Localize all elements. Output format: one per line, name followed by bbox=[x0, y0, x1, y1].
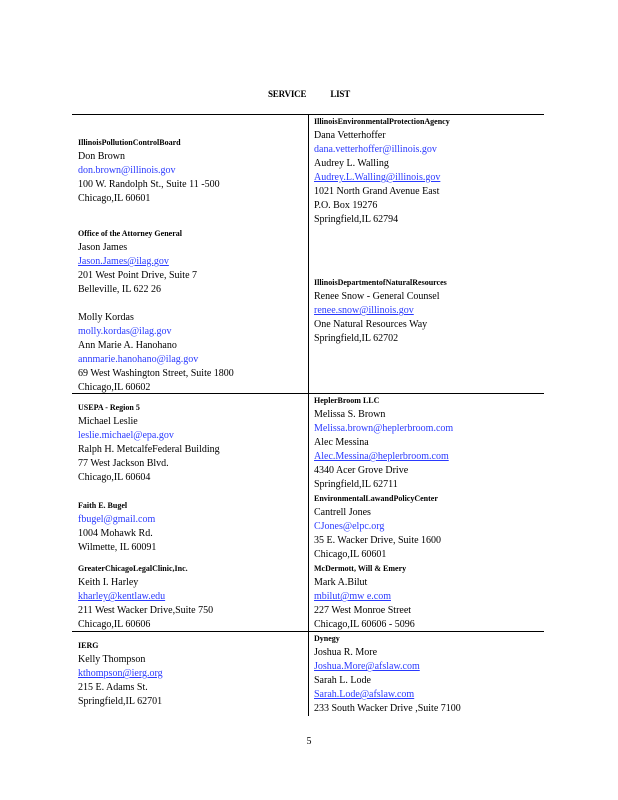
address-line: 227 West Monroe Street bbox=[314, 605, 412, 616]
email-link[interactable]: dana.vetterhoffer@illinois.gov bbox=[314, 144, 437, 155]
email-link[interactable]: fbugel@gmail.com bbox=[78, 514, 156, 525]
org-heading: Dynegy bbox=[314, 634, 340, 643]
contact-block bbox=[314, 276, 542, 346]
address-line: Ralph H. MetcalfeFederal Building bbox=[78, 444, 220, 455]
contact-name: Alec Messina bbox=[314, 437, 369, 448]
address-line: 215 E. Adams St. bbox=[78, 682, 148, 693]
org-heading: McDermott, Will & Emery bbox=[314, 564, 407, 573]
email-link[interactable]: kharley@kentlaw.edu bbox=[78, 591, 166, 602]
address-line: 233 South Wacker Drive ,Suite 7100 bbox=[314, 703, 461, 714]
org-heading: USEPA - Region 5 bbox=[78, 403, 140, 412]
email-link[interactable]: renee.snow@illinois.gov bbox=[314, 305, 414, 316]
contact-name: Mark A.Bilut bbox=[314, 577, 368, 588]
org-heading: EnvironmentalLawandPolicyCenter bbox=[314, 494, 438, 503]
city-line: Springfield,IL 62711 bbox=[314, 479, 398, 490]
contact-block bbox=[78, 562, 300, 632]
email-link[interactable]: molly.kordas@ilag.gov bbox=[78, 326, 172, 337]
contact-name: Melissa S. Brown bbox=[314, 409, 386, 420]
email-link[interactable]: Audrey.L.Walling@illinois.gov bbox=[314, 172, 441, 183]
contact-name: Audrey L. Walling bbox=[314, 158, 389, 169]
city-line: Chicago,IL 60601 bbox=[314, 549, 387, 560]
address-line: One Natural Resources Way bbox=[314, 319, 428, 330]
address-line: 77 West Jackson Blvd. bbox=[78, 458, 169, 469]
address-line: 69 West Washington Street, Suite 1800 bbox=[78, 368, 234, 379]
city-line: Springfield,IL 62702 bbox=[314, 333, 399, 344]
contact-name: Kelly Thompson bbox=[78, 654, 146, 665]
contact-block bbox=[314, 562, 542, 632]
contact-name: Sarah L. Lode bbox=[314, 675, 371, 686]
contact-name: Ann Marie A. Hanohano bbox=[78, 340, 177, 351]
org-heading: IllinoisDepartmentofNaturalResources bbox=[314, 278, 447, 287]
address-line: 4340 Acer Grove Drive bbox=[314, 465, 409, 476]
contact-block bbox=[78, 136, 300, 206]
city-line: Chicago,IL 60602 bbox=[78, 382, 151, 393]
contact-block bbox=[314, 492, 542, 562]
email-link[interactable]: leslie.michael@epa.gov bbox=[78, 430, 174, 441]
contact-name: Jason James bbox=[78, 242, 128, 253]
contact-name: Cantrell Jones bbox=[314, 507, 371, 518]
contact-name: Keith I. Harley bbox=[78, 577, 139, 588]
address-line: 100 W. Randolph St., Suite 11 -500 bbox=[78, 179, 220, 190]
address-line: 1021 North Grand Avenue East bbox=[314, 186, 440, 197]
contact-block bbox=[314, 632, 542, 716]
org-heading: IllinoisPollutionControlBoard bbox=[78, 138, 181, 147]
contact-block bbox=[78, 401, 300, 485]
contact-name: Joshua R. More bbox=[314, 647, 378, 658]
email-link[interactable]: annmarie.hanohano@ilag.gov bbox=[78, 354, 199, 365]
email-link[interactable]: CJones@elpc.org bbox=[314, 521, 385, 532]
page-title: SERVICE LIST bbox=[267, 89, 351, 99]
address-line: 211 West Wacker Drive,Suite 750 bbox=[78, 605, 214, 616]
email-link[interactable]: Jason.James@ilag.gov bbox=[78, 256, 169, 267]
contact-block bbox=[78, 227, 300, 395]
org-heading: IllinoisEnvironmentalProtectionAgency bbox=[314, 117, 450, 126]
org-heading: GreaterChicagoLegalClinic,Inc. bbox=[78, 564, 188, 573]
email-link[interactable]: Alec.Messina@heplerbroom.com bbox=[314, 451, 449, 462]
contact-name: Renee Snow - General Counsel bbox=[314, 291, 440, 302]
city-line: Wilmette, IL 60091 bbox=[78, 542, 157, 553]
email-link[interactable]: Sarah.Lode@afslaw.com bbox=[314, 689, 415, 700]
email-link[interactable]: kthompson@ierg.org bbox=[78, 668, 163, 679]
contact-name: Don Brown bbox=[78, 151, 125, 162]
page-number: 5 bbox=[306, 736, 312, 747]
email-link[interactable]: don.brown@illinois.gov bbox=[78, 165, 176, 176]
city-line: Springfield,IL 62701 bbox=[78, 696, 163, 707]
city-line: Chicago,IL 60604 bbox=[78, 472, 151, 483]
contact-block bbox=[78, 639, 300, 709]
city-line: Chicago,IL 60606 - 5096 bbox=[314, 619, 415, 630]
email-link[interactable]: Melissa.brown@heplerbroom.com bbox=[314, 423, 454, 434]
city-line: Chicago,IL 60606 bbox=[78, 619, 151, 630]
contact-name: Molly Kordas bbox=[78, 312, 134, 323]
spacer bbox=[78, 297, 300, 311]
address-line: 1004 Mohawk Rd. bbox=[78, 528, 153, 539]
city-line: Springfield,IL 62794 bbox=[314, 214, 399, 225]
org-heading: IERG bbox=[78, 641, 99, 650]
contact-name: Michael Leslie bbox=[78, 416, 138, 427]
column-divider bbox=[308, 114, 309, 716]
contact-name: Dana Vetterhoffer bbox=[314, 130, 386, 141]
org-heading: HeplerBroom LLC bbox=[314, 396, 380, 405]
address-line: 35 E. Wacker Drive, Suite 1600 bbox=[314, 535, 442, 546]
address-line: P.O. Box 19276 bbox=[314, 200, 378, 211]
address-line: 201 West Point Drive, Suite 7 bbox=[78, 270, 198, 281]
email-link[interactable]: mbilut@mw e.com bbox=[314, 591, 391, 602]
city-line: Chicago,IL 60601 bbox=[78, 193, 151, 204]
contact-block bbox=[78, 499, 300, 555]
org-heading: Office of the Attorney General bbox=[78, 229, 182, 238]
contact-block bbox=[314, 115, 542, 227]
email-link[interactable]: Joshua.More@afslaw.com bbox=[314, 661, 420, 672]
city-line: Belleville, IL 622 26 bbox=[78, 284, 161, 295]
contact-block bbox=[314, 394, 542, 492]
org-heading: Faith E. Bugel bbox=[78, 501, 128, 510]
